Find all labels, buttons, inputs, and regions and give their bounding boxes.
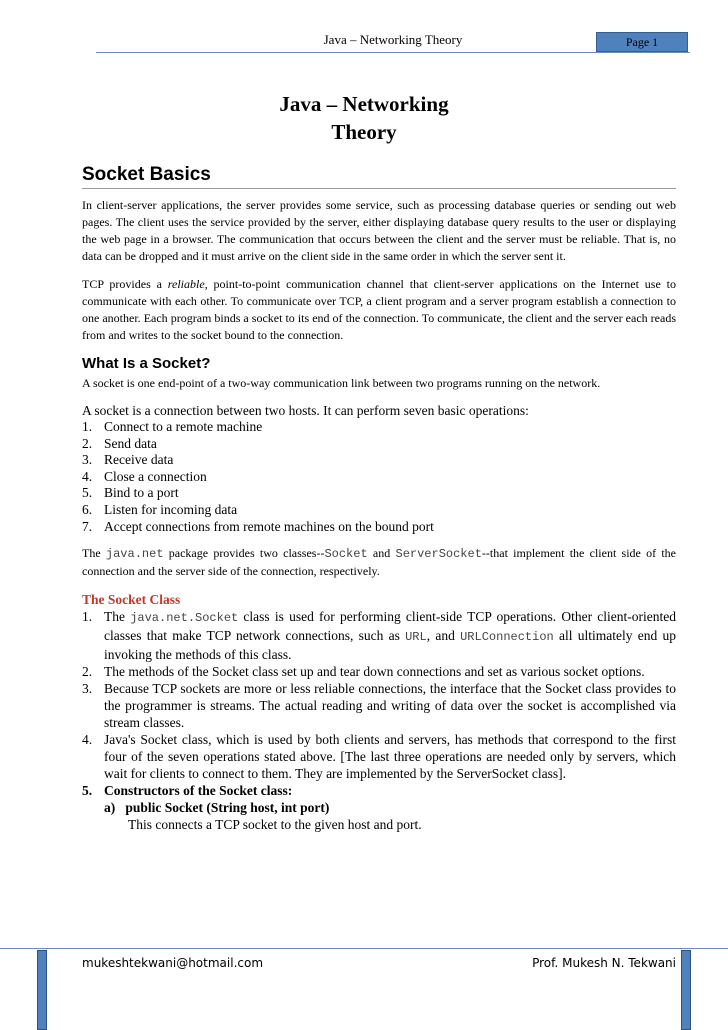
page-number-badge: Page 1 [596,32,688,52]
footer-email: mukeshtekwani@hotmail.com [82,956,264,970]
document-title [0,90,728,146]
item1-text-a: The [104,609,131,625]
list-item [82,663,676,680]
paragraph-client-server: In client-server applications, the server provides some service, such as processing database queries or sending out web pages. The client uses the service provided by the server, either displaying database query results to the user or displaying the web page in a browser. The communication that occurs between the client and the server must be reliable. That is, no data can be dropped and it must arrive on the client side in the same order in which the server sent it. [82,198,676,263]
constructor-label: a) [104,800,116,816]
operation-text: Receive data [104,452,174,468]
code-urlconnection: URLConnection [460,630,554,645]
constructor-description: This connects a TCP socket to the given host and port. [128,817,422,833]
java-net-text-a: The [82,546,106,561]
operation-text: Listen for incoming data [104,501,238,517]
list-item [82,731,676,782]
code-java-net: java.net [105,547,164,562]
document-title-line1: Java – Networking [279,92,449,116]
operation-text: Close a connection [104,468,207,484]
list-number: 1. [82,609,93,625]
list-item [82,782,676,799]
code-socket: Socket [324,547,368,562]
java-net-text-d: --that implement the client side of the connection and the server side of the connection, respectively. [82,546,677,579]
item4-text: Java's Socket class, which is used by both clients and servers, has methods that correspond to the first four of the seven operations stated above. [The last three operations are needed only by servers, which wait for clients to connect to them. They are implemented by the ServerSocket class]. [104,732,676,782]
list-number: 1. [82,419,93,434]
operation-text: Accept connections from remote machines on the bound port [104,518,434,534]
list-item [82,469,676,486]
paragraph-java-net [82,545,676,580]
list-number: 5. [82,783,93,799]
list-item [82,502,676,519]
item3-text: Because TCP sockets are more or less reliable connections, the interface that the Socket class provides to the programmer is streams. The actual reading and writing of data over the socket is accomplished via stream classes. [104,681,676,731]
java-net-text-b: package provides two classes-- [163,546,325,561]
list-item [82,608,676,663]
operation-text: Connect to a remote machine [104,419,263,434]
list-number: 4. [82,468,93,484]
footer-bar-right [681,950,691,1030]
list-number: 7. [82,518,93,534]
section-heading-socket-basics: Socket Basics [82,164,676,189]
item1-text-b: class is used for performing client-side TCP operations. Other client-oriented classes that make TCP network connections, such as [104,609,677,644]
tcp-text-emphasis: reliable [167,277,205,291]
list-number: 2. [82,664,93,680]
list-number: 3. [82,681,93,697]
item1-text-c: , and [426,628,461,644]
page-header [96,28,690,53]
operation-text: Bind to a port [104,485,179,501]
item5-text: Constructors of the Socket class: [104,783,293,799]
operation-text: Send data [104,435,157,451]
socket-operations-list [82,419,676,535]
item2-text: The methods of the Socket class set up and tear down connections and set as various socket options. [104,664,645,680]
list-item [82,419,676,436]
paragraph-tcp [82,276,676,344]
java-net-text-c: and [367,546,396,561]
list-item [82,452,676,469]
subheading-socket-class: The Socket Class [82,592,181,608]
code-url: URL [405,630,427,645]
list-number: 2. [82,435,93,451]
paragraph-socket-operations-intro: A socket is a connection between two hosts. It can perform seven basic operations: [82,403,529,418]
code-java-net-socket: java.net.Socket [130,611,239,626]
footer-divider [0,948,728,949]
list-number: 4. [82,732,93,748]
list-number: 5. [82,485,93,501]
item1-text-d: all ultimately end up invoking the methods of this class. [104,628,676,663]
paragraph-socket-definition: A socket is one end-point of a two-way communication link between two programs running on the network. [82,376,601,390]
socket-class-list [82,608,676,799]
tcp-text-pre: TCP provides a [82,277,168,291]
constructor-item-a [82,799,676,816]
list-item [82,680,676,731]
list-number: 3. [82,452,93,468]
list-item [82,436,676,453]
code-server-socket: ServerSocket [395,547,482,562]
section-heading-what-is-socket: What Is a Socket? [82,355,211,372]
tcp-text-post: , point-to-point communication channel that client-server applications on the Internet use to communicate with each other. To communicate over TCP, a client program and a server program establish a connection to one another. Each program binds a socket to its end of the connection. To communicate, the client and the server each reads from and writes to the socket bound to the connection. [82,277,676,342]
list-item [82,519,676,536]
list-item [82,485,676,502]
footer-author: Prof. Mukesh N. Tekwani [532,956,676,970]
document-title-line2: Theory [331,120,397,144]
page-content [82,164,676,833]
list-number: 6. [82,501,93,517]
footer-bar-left [37,950,47,1030]
constructor-signature: public Socket (String host, int port) [125,800,330,816]
header-title: Java – Networking Theory [323,32,463,47]
